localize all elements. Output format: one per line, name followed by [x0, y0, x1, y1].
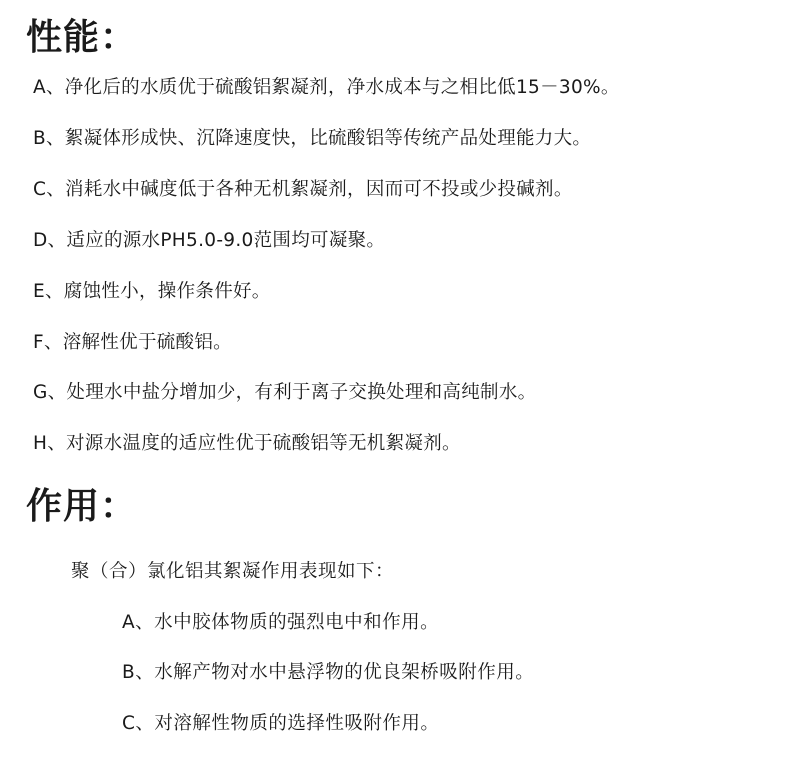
performance-heading: 性能： — [26, 17, 138, 58]
function-item-c: C、对溶解性物质的选择性吸附作用。 — [122, 713, 440, 734]
function-heading: 作用： — [26, 486, 138, 527]
performance-item-d: D、适应的源水PH5.0-9.0范围均可凝聚。 — [33, 230, 386, 251]
performance-item-h: H、对源水温度的适应性优于硫酸铝等无机絮凝剂。 — [33, 433, 461, 454]
function-intro: 聚（合）氯化铝其絮凝作用表现如下： — [71, 561, 395, 582]
performance-item-b: B、絮凝体形成快、沉降速度快，比硫酸铝等传统产品处理能力大。 — [33, 128, 592, 149]
performance-item-g: G、处理水中盐分增加少，有利于离子交换处理和高纯制水。 — [33, 382, 537, 403]
function-item-a: A、水中胶体物质的强烈电中和作用。 — [122, 612, 440, 633]
performance-item-c: C、消耗水中碱度低于各种无机絮凝剂，因而可不投或少投碱剂。 — [33, 179, 573, 200]
function-item-b: B、水解产物对水中悬浮物的优良架桥吸附作用。 — [122, 662, 535, 683]
performance-item-a: A、净化后的水质优于硫酸铝絮凝剂，净水成本与之相比低15－30%。 — [33, 77, 620, 98]
performance-item-f: F、溶解性优于硫酸铝。 — [33, 332, 232, 353]
performance-item-e: E、腐蚀性小，操作条件好。 — [33, 281, 271, 302]
